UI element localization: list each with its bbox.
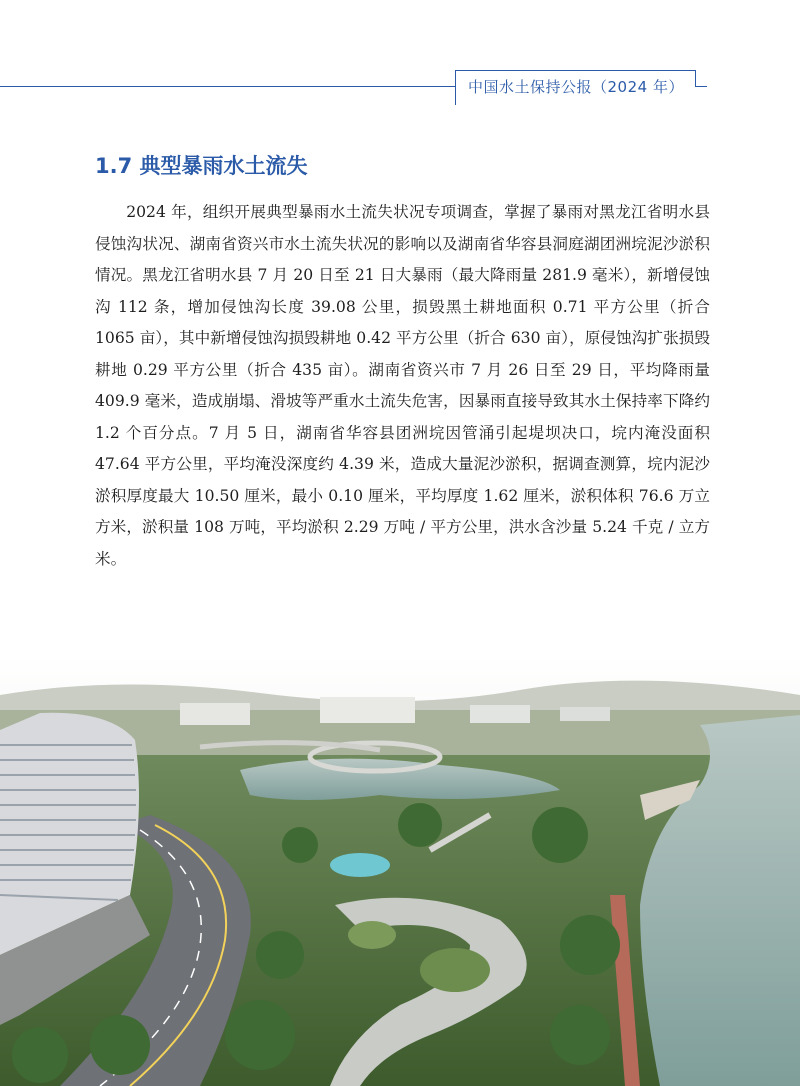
running-header-title: 中国水土保持公报（2024 年）: [468, 78, 684, 96]
header-frame-end: [695, 70, 707, 87]
body-paragraph: 2024 年，组织开展典型暴雨水土流失状况专项调查，掌握了暴雨对黑龙江省明水县侵蚀沟状况、湖南省资兴市水土流失状况的影响以及湖南省华容县洞庭湖团洲垸泥沙淤积情况。黑龙江省明水县 7 月 20 日至 21 日大暴雨（最大降雨量 281.9 毫米），新增侵蚀沟 112 条，增加侵蚀沟长度 39.08 公里，损毁黑土耕地面积 0.71 平方公里（折合 1065 亩），其中新增侵蚀沟损毁耕地 0.42 平方公里（折合 630 亩），原侵蚀沟扩张损毁耕地 0.29 平方公里（折合 435 亩）。湖南省资兴市 7 月 26 日至 29 日，平均降雨量 409.9 毫米，造成崩塌、滑坡等严重水土流失危害，因暴雨直接导致其水土保持率下降约 1.2 个百分点。7 月 5 日，湖南省华容县团洲垸因管涌引起堤坝决口，垸内淹没面积 47.64 平方公里，平均淹没深度约 4.39 米，造成大量泥沙淤积，据调查测算，垸内泥沙淤积厚度最大 10.50 厘米，最小 0.10 厘米，平均厚度 1.62 厘米，淤积体积 76.6 万立方米，淤积量 108 万吨，平均淤积 2.29 万吨 / 平方公里，洪水含沙量 5.24 千克 / 立方米。: [95, 203, 710, 568]
section-heading: 1.7 典型暴雨水土流失: [95, 154, 308, 178]
header-rule: [0, 86, 455, 87]
aerial-landscape-photo: [0, 655, 800, 1086]
